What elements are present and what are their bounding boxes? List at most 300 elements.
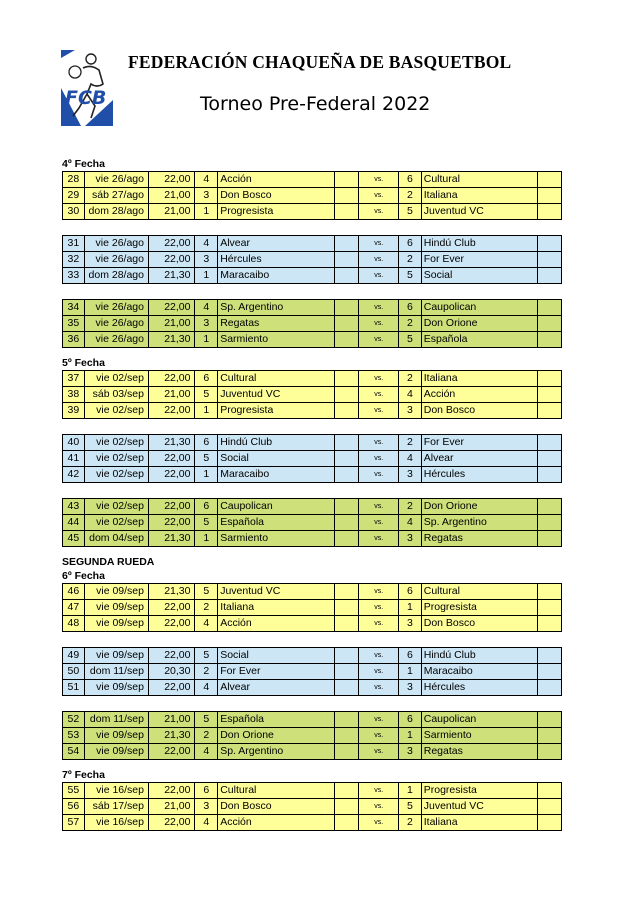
fcb-logo: [61, 50, 113, 126]
match-time: 22,00: [149, 515, 195, 530]
schedule: [62, 157, 562, 839]
away-seed: 1: [399, 600, 422, 615]
table-row: [62, 712, 562, 728]
empty-cell: [335, 204, 360, 219]
empty-cell: [335, 236, 360, 251]
match-time: 22,00: [149, 371, 195, 386]
match-number: 52: [63, 712, 85, 727]
empty-cell: [538, 236, 562, 251]
empty-cell: [538, 616, 562, 631]
match-time: 21,00: [149, 799, 195, 814]
home-seed: 1: [195, 332, 218, 347]
home-team: Cultural: [218, 371, 335, 386]
vs-label: vs.: [359, 435, 399, 450]
away-seed: 6: [399, 236, 422, 251]
round-heading: SEGUNDA RUEDA: [62, 556, 155, 568]
away-team: Regatas: [422, 531, 539, 546]
match-date: vie 09/sep: [85, 648, 149, 663]
table-row: [62, 435, 562, 451]
match-date: vie 16/sep: [85, 783, 149, 798]
empty-cell: [335, 435, 360, 450]
table-row: [62, 316, 562, 332]
empty-cell: [538, 316, 562, 331]
empty-cell: [538, 300, 562, 315]
away-team: Caupolican: [422, 300, 539, 315]
home-team: Progresista: [218, 204, 335, 219]
away-team: Juventud VC: [422, 799, 539, 814]
away-team: Hércules: [422, 467, 539, 482]
home-team: Maracaibo: [218, 467, 335, 482]
match-date: vie 02/sep: [85, 435, 149, 450]
empty-cell: [335, 680, 360, 695]
table-row: [62, 499, 562, 515]
empty-cell: [538, 204, 562, 219]
match-number: 33: [63, 268, 85, 283]
match-time: 21,30: [149, 531, 195, 546]
table-row: [62, 531, 562, 547]
home-team: Acción: [218, 616, 335, 631]
match-date: vie 02/sep: [85, 467, 149, 482]
home-seed: 4: [195, 680, 218, 695]
match-number: 56: [63, 799, 85, 814]
home-seed: 5: [195, 387, 218, 402]
table-row: [62, 680, 562, 696]
table-row: [62, 236, 562, 252]
match-date: sáb 03/sep: [85, 387, 149, 402]
home-team: Caupolican: [218, 499, 335, 514]
match-number: 51: [63, 680, 85, 695]
match-number: 53: [63, 728, 85, 743]
match-number: 39: [63, 403, 85, 418]
vs-label: vs.: [359, 236, 399, 251]
vs-label: vs.: [359, 332, 399, 347]
home-team: Sarmiento: [218, 332, 335, 347]
home-team: Acción: [218, 815, 335, 830]
match-group: [62, 171, 562, 220]
away-team: Social: [422, 268, 539, 283]
home-team: Acción: [218, 172, 335, 187]
empty-cell: [335, 316, 360, 331]
empty-cell: [335, 648, 360, 663]
table-row: [62, 600, 562, 616]
away-seed: 1: [399, 783, 422, 798]
table-row: [62, 371, 562, 387]
empty-cell: [538, 268, 562, 283]
home-seed: 1: [195, 204, 218, 219]
table-row: [62, 172, 562, 188]
away-seed: 2: [399, 499, 422, 514]
vs-label: vs.: [359, 204, 399, 219]
home-seed: 4: [195, 815, 218, 830]
match-date: vie 26/ago: [85, 332, 149, 347]
match-number: 29: [63, 188, 85, 203]
home-team: Don Orione: [218, 728, 335, 743]
match-date: vie 09/sep: [85, 616, 149, 631]
empty-cell: [335, 515, 360, 530]
empty-cell: [335, 371, 360, 386]
match-date: vie 26/ago: [85, 252, 149, 267]
match-date: vie 02/sep: [85, 403, 149, 418]
table-row: [62, 616, 562, 632]
home-seed: 5: [195, 451, 218, 466]
away-seed: 6: [399, 172, 422, 187]
match-time: 21,00: [149, 712, 195, 727]
home-team: Sp. Argentino: [218, 744, 335, 759]
home-seed: 5: [195, 648, 218, 663]
match-number: 42: [63, 467, 85, 482]
home-seed: 4: [195, 300, 218, 315]
away-team: For Ever: [422, 252, 539, 267]
home-team: Progresista: [218, 403, 335, 418]
away-seed: 2: [399, 188, 422, 203]
away-seed: 3: [399, 744, 422, 759]
match-time: 22,00: [149, 815, 195, 830]
match-date: dom 11/sep: [85, 712, 149, 727]
match-group: [62, 647, 562, 696]
away-seed: 3: [399, 467, 422, 482]
away-team: Hindú Club: [422, 648, 539, 663]
match-number: 35: [63, 316, 85, 331]
vs-label: vs.: [359, 300, 399, 315]
empty-cell: [538, 680, 562, 695]
match-date: vie 16/sep: [85, 815, 149, 830]
match-group: [62, 711, 562, 760]
home-team: Regatas: [218, 316, 335, 331]
match-group: [62, 583, 562, 632]
match-number: 38: [63, 387, 85, 402]
match-number: 48: [63, 616, 85, 631]
away-seed: 4: [399, 515, 422, 530]
empty-cell: [335, 728, 360, 743]
match-group: [62, 299, 562, 348]
empty-cell: [538, 332, 562, 347]
home-seed: 1: [195, 268, 218, 283]
match-number: 55: [63, 783, 85, 798]
table-row: [62, 300, 562, 316]
match-date: sáb 27/ago: [85, 188, 149, 203]
vs-label: vs.: [359, 680, 399, 695]
match-time: 22,00: [149, 600, 195, 615]
match-date: vie 02/sep: [85, 499, 149, 514]
home-seed: 5: [195, 712, 218, 727]
table-row: [62, 252, 562, 268]
away-seed: 6: [399, 648, 422, 663]
home-seed: 3: [195, 188, 218, 203]
empty-cell: [335, 332, 360, 347]
match-time: 21,00: [149, 204, 195, 219]
empty-cell: [335, 451, 360, 466]
away-seed: 4: [399, 451, 422, 466]
away-seed: 3: [399, 616, 422, 631]
empty-cell: [538, 584, 562, 599]
away-team: Regatas: [422, 744, 539, 759]
home-team: Don Bosco: [218, 799, 335, 814]
match-time: 22,00: [149, 403, 195, 418]
empty-cell: [538, 188, 562, 203]
match-date: vie 26/ago: [85, 172, 149, 187]
empty-cell: [538, 467, 562, 482]
empty-cell: [335, 600, 360, 615]
empty-cell: [335, 403, 360, 418]
empty-cell: [335, 744, 360, 759]
away-team: Acción: [422, 387, 539, 402]
vs-label: vs.: [359, 799, 399, 814]
table-row: [62, 188, 562, 204]
org-title: FEDERACIÓN CHAQUEÑA DE BASQUETBOL: [128, 52, 512, 72]
empty-cell: [538, 744, 562, 759]
match-number: 32: [63, 252, 85, 267]
home-seed: 6: [195, 499, 218, 514]
empty-cell: [335, 799, 360, 814]
vs-label: vs.: [359, 188, 399, 203]
match-number: 34: [63, 300, 85, 315]
empty-cell: [538, 799, 562, 814]
vs-label: vs.: [359, 403, 399, 418]
match-time: 22,00: [149, 467, 195, 482]
match-date: vie 02/sep: [85, 451, 149, 466]
empty-cell: [335, 188, 360, 203]
home-seed: 2: [195, 664, 218, 679]
fecha-label: 4º Fecha: [62, 158, 105, 170]
match-group: [62, 235, 562, 284]
empty-cell: [538, 648, 562, 663]
match-date: vie 09/sep: [85, 600, 149, 615]
match-date: dom 11/sep: [85, 664, 149, 679]
vs-label: vs.: [359, 252, 399, 267]
fecha-label: 6º Fecha: [62, 570, 105, 582]
empty-cell: [538, 815, 562, 830]
match-group: [62, 434, 562, 483]
vs-label: vs.: [359, 728, 399, 743]
home-team: Sp. Argentino: [218, 300, 335, 315]
match-group: [62, 782, 562, 831]
home-team: Española: [218, 712, 335, 727]
home-team: Alvear: [218, 680, 335, 695]
match-time: 22,00: [149, 252, 195, 267]
away-seed: 5: [399, 268, 422, 283]
away-team: Alvear: [422, 451, 539, 466]
match-date: vie 26/ago: [85, 316, 149, 331]
match-number: 57: [63, 815, 85, 830]
table-row: [62, 728, 562, 744]
empty-cell: [335, 531, 360, 546]
table-row: [62, 799, 562, 815]
away-seed: 5: [399, 799, 422, 814]
vs-label: vs.: [359, 531, 399, 546]
away-seed: 2: [399, 316, 422, 331]
away-seed: 3: [399, 680, 422, 695]
vs-label: vs.: [359, 600, 399, 615]
empty-cell: [538, 600, 562, 615]
vs-label: vs.: [359, 371, 399, 386]
away-team: For Ever: [422, 435, 539, 450]
empty-cell: [335, 300, 360, 315]
empty-cell: [335, 712, 360, 727]
match-date: vie 09/sep: [85, 584, 149, 599]
match-number: 47: [63, 600, 85, 615]
match-time: 21,00: [149, 188, 195, 203]
away-seed: 6: [399, 712, 422, 727]
home-team: Sarmiento: [218, 531, 335, 546]
home-team: Social: [218, 648, 335, 663]
empty-cell: [538, 172, 562, 187]
empty-cell: [538, 664, 562, 679]
match-date: vie 02/sep: [85, 515, 149, 530]
table-row: [62, 332, 562, 348]
match-time: 21,00: [149, 316, 195, 331]
home-team: Juventud VC: [218, 584, 335, 599]
match-time: 21,30: [149, 332, 195, 347]
away-team: Cultural: [422, 172, 539, 187]
empty-cell: [538, 499, 562, 514]
away-team: Sp. Argentino: [422, 515, 539, 530]
away-seed: 2: [399, 815, 422, 830]
table-row: [62, 387, 562, 403]
empty-cell: [538, 371, 562, 386]
vs-label: vs.: [359, 783, 399, 798]
home-team: Hindú Club: [218, 435, 335, 450]
away-seed: 6: [399, 584, 422, 599]
match-date: dom 28/ago: [85, 268, 149, 283]
match-date: dom 04/sep: [85, 531, 149, 546]
vs-label: vs.: [359, 268, 399, 283]
away-seed: 1: [399, 728, 422, 743]
table-row: [62, 584, 562, 600]
logo-text: FCB: [65, 87, 107, 109]
table-row: [62, 815, 562, 831]
empty-cell: [538, 252, 562, 267]
home-seed: 5: [195, 515, 218, 530]
away-team: Italiana: [422, 815, 539, 830]
vs-label: vs.: [359, 584, 399, 599]
tournament-title: Torneo Pre-Federal 2022: [200, 93, 431, 115]
away-team: Sarmiento: [422, 728, 539, 743]
away-team: Progresista: [422, 600, 539, 615]
home-team: Don Bosco: [218, 188, 335, 203]
match-number: 40: [63, 435, 85, 450]
home-seed: 6: [195, 783, 218, 798]
home-seed: 4: [195, 236, 218, 251]
match-time: 22,00: [149, 744, 195, 759]
match-date: vie 09/sep: [85, 744, 149, 759]
home-seed: 4: [195, 616, 218, 631]
away-team: Italiana: [422, 188, 539, 203]
away-team: Hindú Club: [422, 236, 539, 251]
away-team: Española: [422, 332, 539, 347]
match-time: 22,00: [149, 236, 195, 251]
away-team: Cultural: [422, 584, 539, 599]
match-number: 45: [63, 531, 85, 546]
home-seed: 1: [195, 531, 218, 546]
empty-cell: [538, 712, 562, 727]
match-group: [62, 370, 562, 419]
match-number: 31: [63, 236, 85, 251]
away-seed: 3: [399, 531, 422, 546]
home-seed: 1: [195, 403, 218, 418]
away-team: Juventud VC: [422, 204, 539, 219]
empty-cell: [335, 172, 360, 187]
empty-cell: [335, 252, 360, 267]
match-date: vie 26/ago: [85, 236, 149, 251]
empty-cell: [538, 403, 562, 418]
table-row: [62, 648, 562, 664]
table-row: [62, 204, 562, 220]
match-number: 46: [63, 584, 85, 599]
match-time: 22,00: [149, 172, 195, 187]
empty-cell: [538, 728, 562, 743]
match-number: 49: [63, 648, 85, 663]
vs-label: vs.: [359, 744, 399, 759]
empty-cell: [335, 467, 360, 482]
match-date: dom 28/ago: [85, 204, 149, 219]
home-seed: 4: [195, 172, 218, 187]
match-time: 22,00: [149, 783, 195, 798]
match-date: vie 09/sep: [85, 728, 149, 743]
home-seed: 2: [195, 600, 218, 615]
home-seed: 1: [195, 467, 218, 482]
vs-label: vs.: [359, 815, 399, 830]
match-number: 44: [63, 515, 85, 530]
away-team: Progresista: [422, 783, 539, 798]
away-team: Don Orione: [422, 499, 539, 514]
table-row: [62, 451, 562, 467]
vs-label: vs.: [359, 616, 399, 631]
match-time: 22,00: [149, 300, 195, 315]
table-row: [62, 783, 562, 799]
vs-label: vs.: [359, 467, 399, 482]
vs-label: vs.: [359, 451, 399, 466]
table-row: [62, 268, 562, 284]
home-seed: 6: [195, 435, 218, 450]
away-team: Italiana: [422, 371, 539, 386]
match-time: 21,30: [149, 728, 195, 743]
vs-label: vs.: [359, 172, 399, 187]
vs-label: vs.: [359, 664, 399, 679]
away-team: Maracaibo: [422, 664, 539, 679]
match-time: 22,00: [149, 648, 195, 663]
away-seed: 5: [399, 204, 422, 219]
empty-cell: [538, 435, 562, 450]
match-time: 21,30: [149, 584, 195, 599]
match-time: 22,00: [149, 451, 195, 466]
home-team: Juventud VC: [218, 387, 335, 402]
match-number: 50: [63, 664, 85, 679]
empty-cell: [335, 664, 360, 679]
match-time: 21,30: [149, 435, 195, 450]
match-number: 41: [63, 451, 85, 466]
vs-label: vs.: [359, 648, 399, 663]
home-seed: 3: [195, 316, 218, 331]
match-date: vie 02/sep: [85, 371, 149, 386]
home-seed: 2: [195, 728, 218, 743]
empty-cell: [335, 783, 360, 798]
table-row: [62, 467, 562, 483]
match-number: 54: [63, 744, 85, 759]
empty-cell: [538, 783, 562, 798]
home-seed: 3: [195, 799, 218, 814]
home-team: Hércules: [218, 252, 335, 267]
away-seed: 5: [399, 332, 422, 347]
match-time: 21,30: [149, 268, 195, 283]
home-team: Cultural: [218, 783, 335, 798]
home-seed: 3: [195, 252, 218, 267]
match-time: 22,00: [149, 616, 195, 631]
vs-label: vs.: [359, 316, 399, 331]
match-group: [62, 498, 562, 547]
empty-cell: [335, 499, 360, 514]
match-time: 22,00: [149, 499, 195, 514]
away-team: Don Orione: [422, 316, 539, 331]
